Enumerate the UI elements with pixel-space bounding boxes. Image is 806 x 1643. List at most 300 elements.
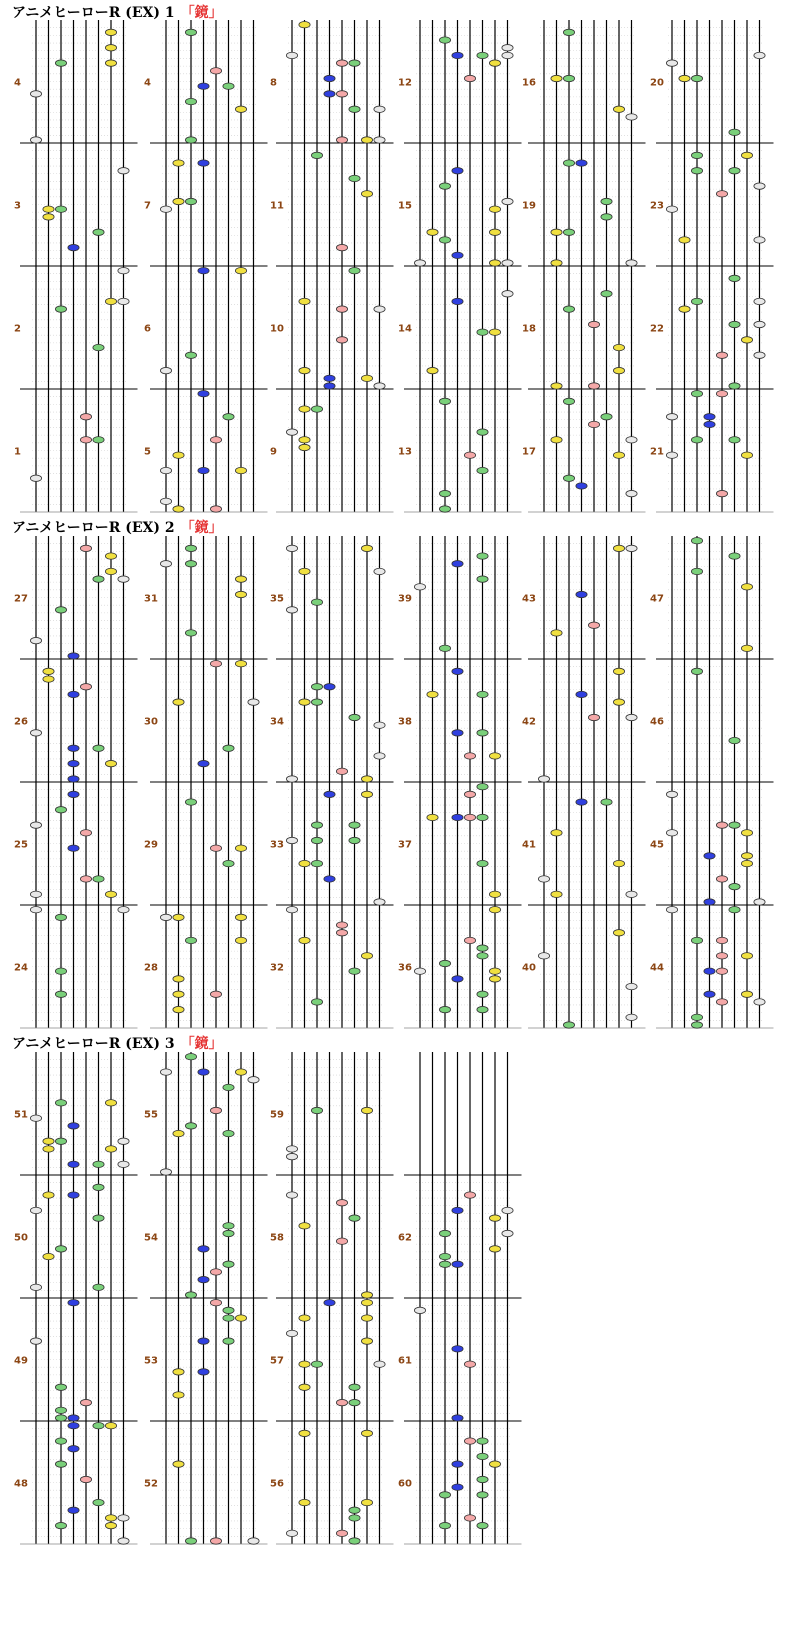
note <box>68 653 79 659</box>
note <box>464 1192 475 1198</box>
note <box>551 437 562 443</box>
note <box>43 1138 54 1144</box>
note <box>93 1422 104 1428</box>
note <box>223 83 234 89</box>
note <box>30 1338 41 1344</box>
note <box>374 306 385 312</box>
note <box>286 1146 297 1152</box>
note <box>729 129 740 135</box>
measure-number: 6 <box>144 323 151 335</box>
note <box>691 437 702 443</box>
measure-number: 4 <box>144 77 151 89</box>
measure-number: 37 <box>398 839 412 851</box>
note <box>563 306 574 312</box>
note <box>198 467 209 473</box>
measure-number: 7 <box>144 200 151 212</box>
note <box>613 452 624 458</box>
note <box>626 983 637 989</box>
note <box>93 1215 104 1221</box>
note <box>311 406 322 412</box>
measure-number: 40 <box>522 962 536 974</box>
note <box>235 576 246 582</box>
note <box>427 229 438 235</box>
note <box>55 914 66 920</box>
note <box>223 1261 234 1267</box>
note <box>741 152 752 158</box>
note <box>55 1100 66 1106</box>
note <box>235 591 246 597</box>
note <box>691 390 702 396</box>
section-title-3-text: アニメヒーローR (EX) 3 <box>12 1036 175 1052</box>
measure-number: 25 <box>14 839 28 851</box>
note <box>502 260 513 266</box>
note <box>118 1161 129 1167</box>
note <box>716 822 727 828</box>
note <box>185 545 196 551</box>
note <box>741 337 752 343</box>
note <box>601 291 612 297</box>
note <box>477 814 488 820</box>
note <box>185 1292 196 1298</box>
note <box>729 275 740 281</box>
note <box>361 1338 372 1344</box>
note <box>477 953 488 959</box>
note <box>716 390 727 396</box>
note <box>235 267 246 273</box>
note <box>489 968 500 974</box>
note <box>105 45 116 51</box>
note <box>477 860 488 866</box>
note <box>704 853 715 859</box>
note <box>299 568 310 574</box>
note <box>502 45 513 51</box>
note <box>374 568 385 574</box>
measure-number: 47 <box>650 593 664 605</box>
note <box>489 229 500 235</box>
note <box>502 1207 513 1213</box>
note <box>374 899 385 905</box>
note <box>235 845 246 851</box>
measure-number: 3 <box>14 200 21 212</box>
note <box>235 1315 246 1321</box>
note <box>105 1515 116 1521</box>
note <box>729 437 740 443</box>
note <box>336 60 347 66</box>
measure-number: 61 <box>398 1355 412 1367</box>
note <box>299 444 310 450</box>
note <box>185 29 196 35</box>
measure-number: 15 <box>398 200 412 212</box>
note <box>613 545 624 551</box>
note <box>729 883 740 889</box>
note <box>311 699 322 705</box>
note <box>299 1361 310 1367</box>
note <box>374 722 385 728</box>
note <box>93 229 104 235</box>
note <box>173 1392 184 1398</box>
measure-number: 46 <box>650 716 664 728</box>
note <box>754 52 765 58</box>
note <box>248 699 259 705</box>
note <box>464 1515 475 1521</box>
note <box>666 791 677 797</box>
note <box>374 383 385 389</box>
note <box>489 1461 500 1467</box>
note <box>93 437 104 443</box>
measure-number: 30 <box>144 716 158 728</box>
note <box>336 306 347 312</box>
note <box>452 298 463 304</box>
note <box>613 930 624 936</box>
note <box>43 676 54 682</box>
note <box>477 553 488 559</box>
note <box>502 291 513 297</box>
note <box>43 206 54 212</box>
note <box>588 622 599 628</box>
measure-number: 43 <box>522 593 536 605</box>
measure-number: 36 <box>398 962 412 974</box>
note <box>588 321 599 327</box>
note <box>336 922 347 928</box>
note <box>489 976 500 982</box>
note <box>691 1022 702 1028</box>
note <box>223 1307 234 1313</box>
note <box>452 561 463 567</box>
note <box>716 490 727 496</box>
note <box>452 976 463 982</box>
note <box>286 429 297 435</box>
note <box>210 68 221 74</box>
note <box>452 1261 463 1267</box>
note <box>477 783 488 789</box>
note <box>464 75 475 81</box>
note <box>223 1230 234 1236</box>
note <box>551 630 562 636</box>
measure-number: 28 <box>144 962 158 974</box>
note <box>324 91 335 97</box>
measure-number: 35 <box>270 593 284 605</box>
note <box>489 1246 500 1252</box>
note <box>741 645 752 651</box>
note <box>235 106 246 112</box>
note <box>489 329 500 335</box>
note <box>666 206 677 212</box>
measure-number: 8 <box>270 77 277 89</box>
note <box>588 383 599 389</box>
note <box>477 1522 488 1528</box>
note <box>324 684 335 690</box>
note <box>210 1299 221 1305</box>
note <box>427 367 438 373</box>
note <box>173 160 184 166</box>
note <box>563 398 574 404</box>
measure-number: 24 <box>14 962 28 974</box>
note <box>311 999 322 1005</box>
note <box>93 876 104 882</box>
note <box>30 822 41 828</box>
measure-number: 50 <box>14 1232 28 1244</box>
note <box>30 637 41 643</box>
note <box>349 1507 360 1513</box>
note <box>361 375 372 381</box>
measure-number: 13 <box>398 446 412 458</box>
note <box>374 137 385 143</box>
note <box>68 1123 79 1129</box>
note <box>118 1538 129 1544</box>
note <box>477 329 488 335</box>
note <box>68 244 79 250</box>
note <box>754 321 765 327</box>
note <box>173 976 184 982</box>
note <box>439 1230 450 1236</box>
note <box>68 791 79 797</box>
measure-number: 58 <box>270 1232 284 1244</box>
note <box>160 206 171 212</box>
note <box>349 1515 360 1521</box>
note <box>361 1499 372 1505</box>
note <box>198 160 209 166</box>
note <box>68 691 79 697</box>
note <box>452 1207 463 1213</box>
note <box>286 1153 297 1159</box>
note <box>538 776 549 782</box>
note <box>666 830 677 836</box>
note <box>361 545 372 551</box>
measure-number: 20 <box>650 77 664 89</box>
note <box>613 367 624 373</box>
note <box>68 1422 79 1428</box>
note <box>43 1253 54 1259</box>
note <box>210 991 221 997</box>
note <box>477 1453 488 1459</box>
note <box>349 1538 360 1544</box>
note <box>80 414 91 420</box>
note <box>223 1315 234 1321</box>
note <box>336 930 347 936</box>
note <box>439 960 450 966</box>
note <box>626 490 637 496</box>
note <box>576 591 587 597</box>
note <box>361 953 372 959</box>
note <box>68 1299 79 1305</box>
note <box>80 876 91 882</box>
measure-number: 57 <box>270 1355 284 1367</box>
note <box>502 52 513 58</box>
note <box>716 968 727 974</box>
note <box>235 937 246 943</box>
note <box>30 475 41 481</box>
note <box>374 106 385 112</box>
note <box>477 467 488 473</box>
note <box>349 1399 360 1405</box>
measure-number: 14 <box>398 323 412 335</box>
note <box>185 137 196 143</box>
note <box>198 390 209 396</box>
note <box>223 414 234 420</box>
measure-number: 49 <box>14 1355 28 1367</box>
note <box>118 906 129 912</box>
note <box>118 298 129 304</box>
note <box>30 1207 41 1213</box>
note <box>414 1307 425 1313</box>
note <box>427 691 438 697</box>
note <box>551 229 562 235</box>
note <box>374 1361 385 1367</box>
measure-number: 62 <box>398 1232 412 1244</box>
note <box>336 768 347 774</box>
note <box>349 267 360 273</box>
note <box>576 799 587 805</box>
note <box>43 1146 54 1152</box>
note <box>588 421 599 427</box>
measure-number: 29 <box>144 839 158 851</box>
measure-number: 16 <box>522 77 536 89</box>
note <box>464 1361 475 1367</box>
note <box>691 1014 702 1020</box>
note <box>452 1484 463 1490</box>
note <box>311 837 322 843</box>
note <box>311 684 322 690</box>
note <box>185 561 196 567</box>
note <box>374 753 385 759</box>
measure-number: 38 <box>398 716 412 728</box>
note <box>30 730 41 736</box>
note <box>613 860 624 866</box>
note <box>105 29 116 35</box>
note <box>754 183 765 189</box>
note <box>477 1006 488 1012</box>
note <box>349 837 360 843</box>
note <box>729 321 740 327</box>
note <box>626 545 637 551</box>
note <box>691 668 702 674</box>
note <box>299 1430 310 1436</box>
note <box>160 561 171 567</box>
note <box>626 1014 637 1020</box>
measure-number: 11 <box>270 200 284 212</box>
note <box>198 267 209 273</box>
note <box>563 229 574 235</box>
note <box>210 845 221 851</box>
note <box>666 452 677 458</box>
measure-number: 54 <box>144 1232 158 1244</box>
measure-number: 22 <box>650 323 664 335</box>
note <box>729 383 740 389</box>
note <box>93 344 104 350</box>
note <box>173 1130 184 1136</box>
note <box>55 1407 66 1413</box>
note <box>477 429 488 435</box>
note <box>198 83 209 89</box>
note <box>198 1246 209 1252</box>
note <box>185 937 196 943</box>
note <box>118 168 129 174</box>
note <box>349 1215 360 1221</box>
note <box>691 568 702 574</box>
note <box>68 1507 79 1513</box>
measure-number: 45 <box>650 839 664 851</box>
note <box>626 714 637 720</box>
measure-number: 53 <box>144 1355 158 1367</box>
note <box>80 437 91 443</box>
note <box>741 860 752 866</box>
note <box>43 1192 54 1198</box>
measure-number: 26 <box>14 716 28 728</box>
measure-number: 19 <box>522 200 536 212</box>
note <box>477 576 488 582</box>
note <box>55 1138 66 1144</box>
note <box>439 37 450 43</box>
note <box>185 799 196 805</box>
note <box>754 298 765 304</box>
note <box>439 183 450 189</box>
note <box>299 437 310 443</box>
measure-number: 12 <box>398 77 412 89</box>
note <box>477 1438 488 1444</box>
note <box>613 106 624 112</box>
note <box>160 914 171 920</box>
note <box>489 1215 500 1221</box>
note <box>414 260 425 266</box>
note <box>299 1315 310 1321</box>
note <box>691 168 702 174</box>
note <box>439 1492 450 1498</box>
note <box>741 853 752 859</box>
note <box>576 483 587 489</box>
note <box>716 876 727 882</box>
note <box>741 830 752 836</box>
note <box>311 152 322 158</box>
note <box>729 168 740 174</box>
measure-number: 5 <box>144 446 151 458</box>
note <box>361 1430 372 1436</box>
note <box>489 891 500 897</box>
note <box>563 1022 574 1028</box>
note <box>105 1100 116 1106</box>
note <box>361 1315 372 1321</box>
note <box>452 1415 463 1421</box>
note <box>93 1184 104 1190</box>
note <box>311 822 322 828</box>
note <box>601 414 612 420</box>
note <box>452 252 463 258</box>
note <box>286 1530 297 1536</box>
note <box>93 1161 104 1167</box>
note <box>43 668 54 674</box>
note <box>464 1438 475 1444</box>
note <box>185 1123 196 1129</box>
note <box>286 52 297 58</box>
note <box>68 1415 79 1421</box>
note <box>324 876 335 882</box>
note <box>311 599 322 605</box>
note <box>173 1369 184 1375</box>
note <box>349 175 360 181</box>
note <box>626 260 637 266</box>
note <box>105 60 116 66</box>
note <box>198 1069 209 1075</box>
note <box>235 467 246 473</box>
note <box>68 1192 79 1198</box>
note <box>248 1538 259 1544</box>
note <box>80 1476 91 1482</box>
note <box>563 475 574 481</box>
note <box>30 906 41 912</box>
note <box>691 537 702 543</box>
measure-number: 4 <box>14 77 21 89</box>
note <box>223 745 234 751</box>
note <box>336 337 347 343</box>
